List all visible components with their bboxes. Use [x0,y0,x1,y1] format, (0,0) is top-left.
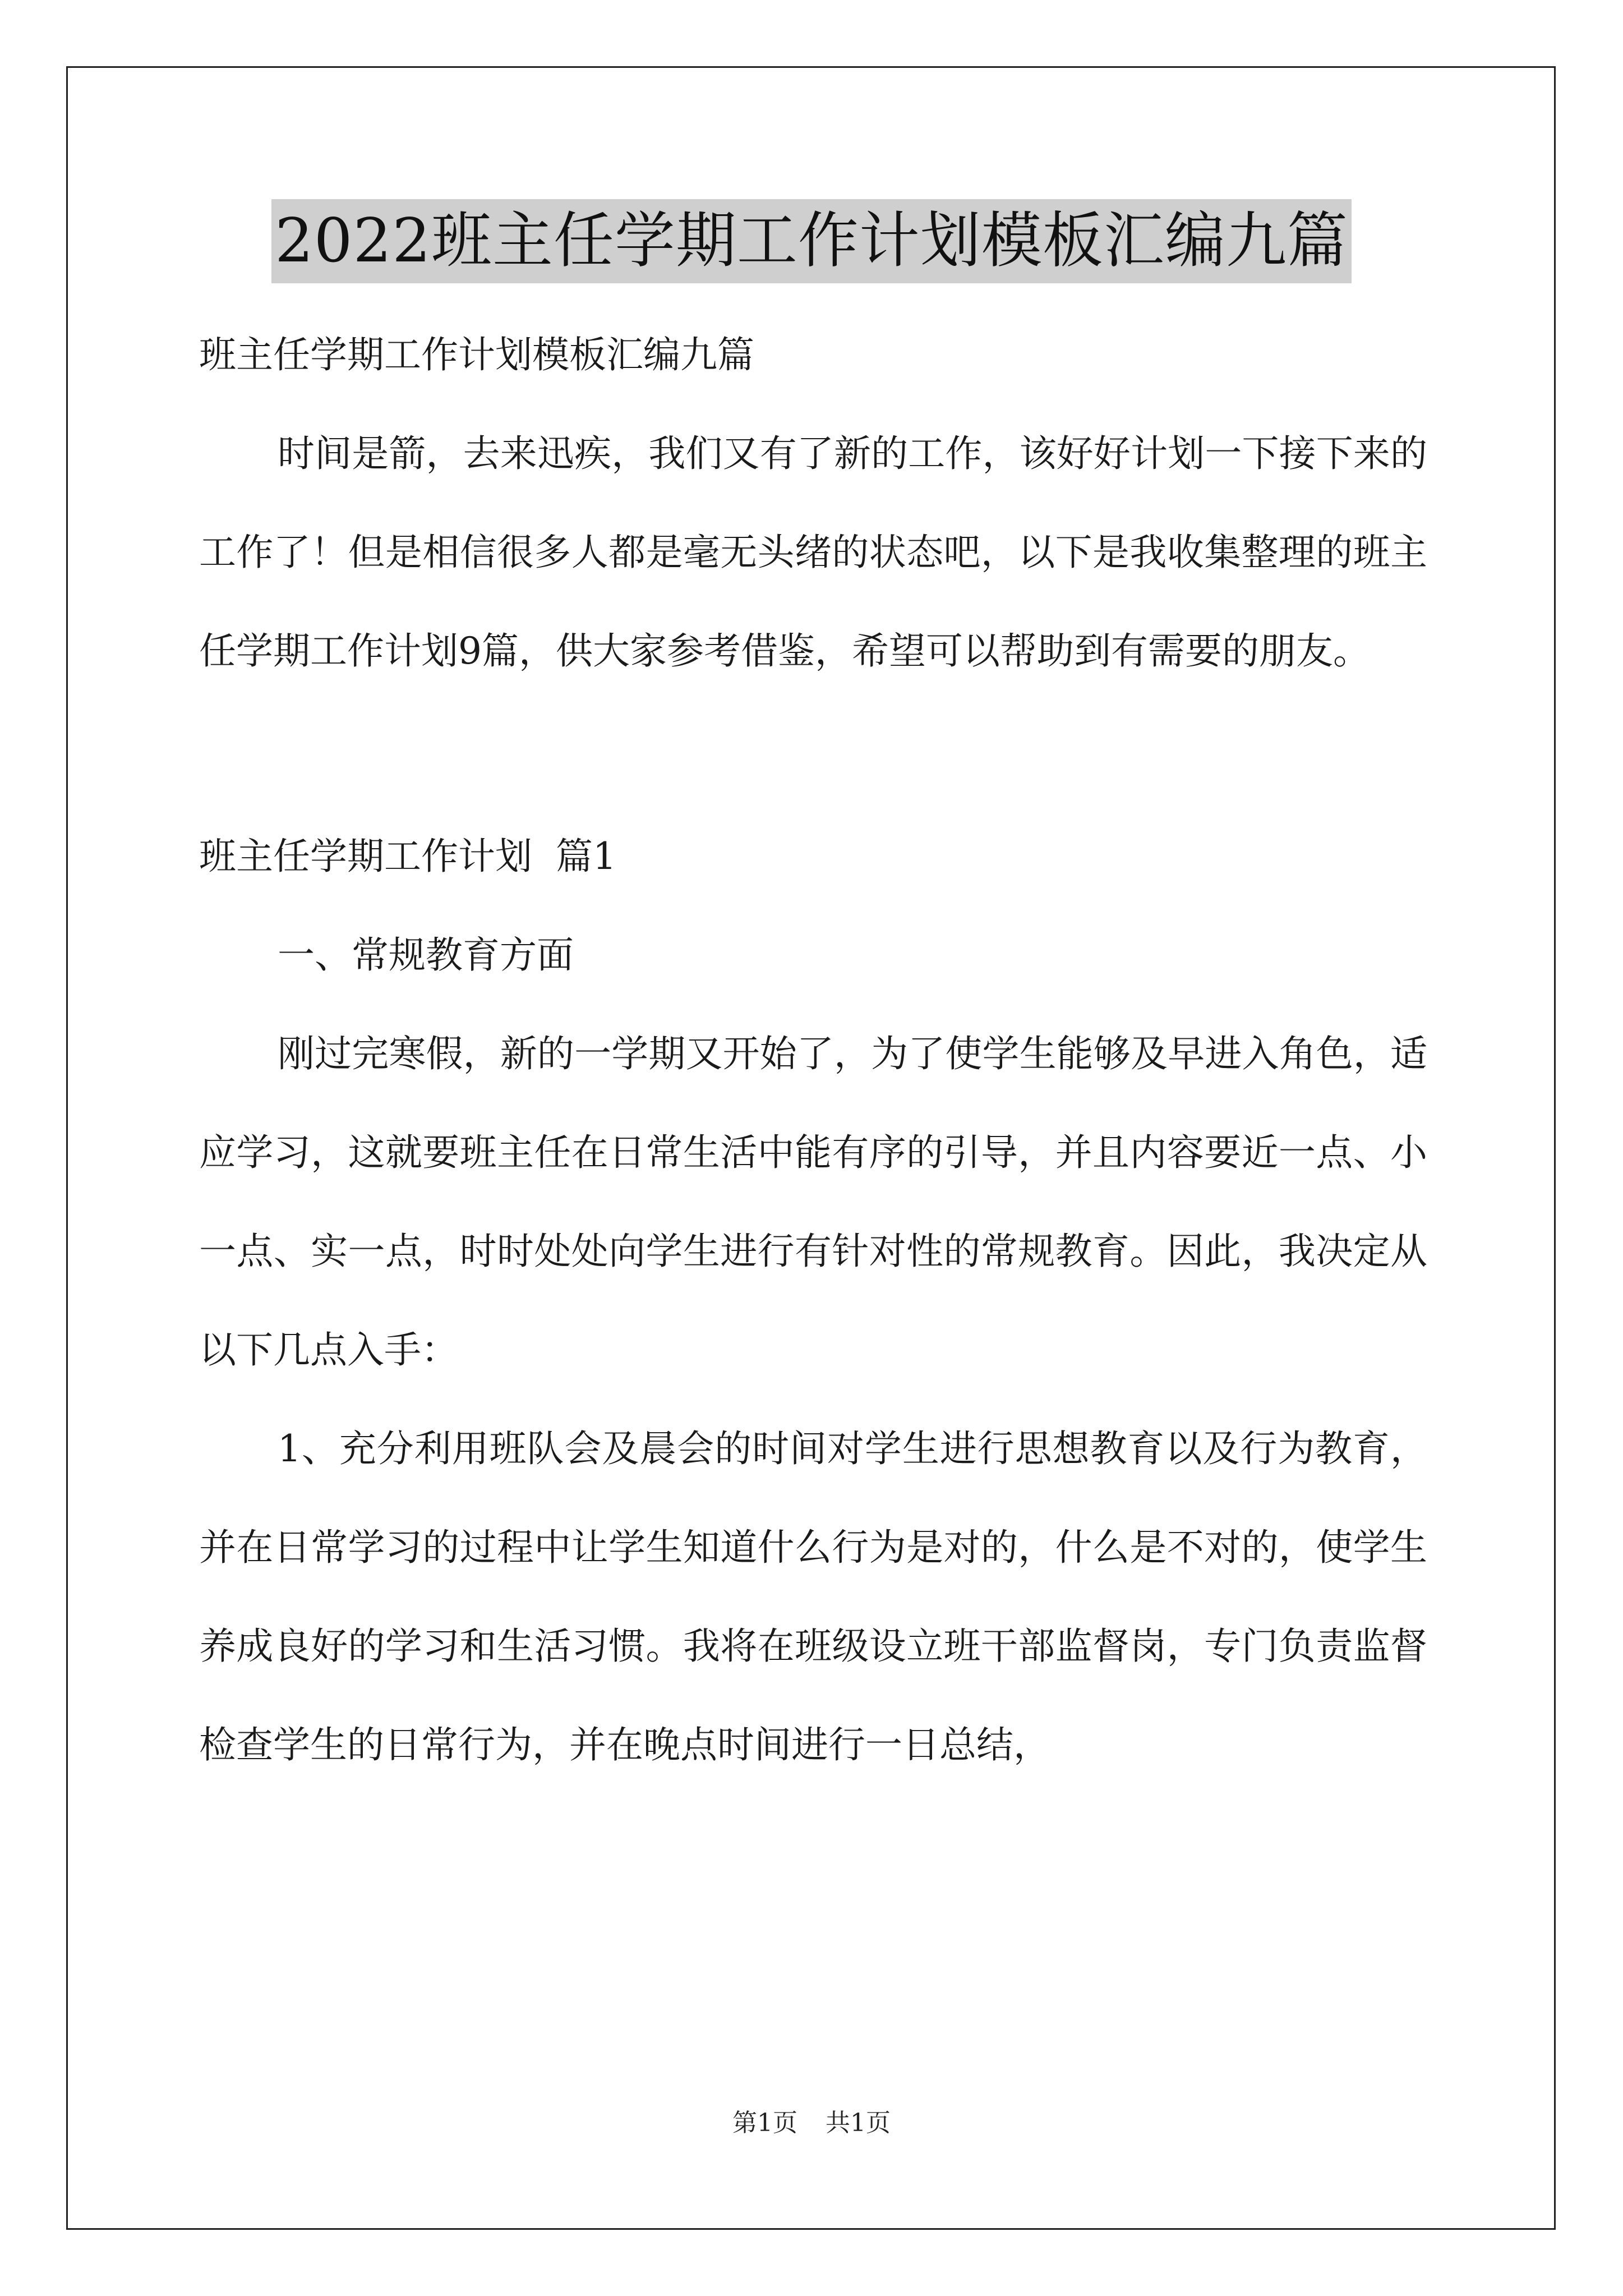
paragraph-1: 刚过完寒假，新的一学期又开始了，为了使学生能够及早进入角色，适应学习，这就要班主任在日常生活中能有序的引导，并且内容要近一点、小一点、实一点，时时处处向学生进行有针对性的常规教育。因此，我决定从以下几点入手： [199,1032,1427,1372]
page-footer [0,2102,1623,2138]
document-title: 2022班主任学期工作计划模板汇编九篇 [271,199,1352,283]
section-heading: 班主任学期工作计划 篇1 [199,835,616,878]
sub-heading: 一、常规教育方面 [278,933,574,977]
spacer [199,701,1427,807]
intro-paragraph: 时间是箭，去来迅疾，我们又有了新的工作，该好好计划一下接下来的工作了！但是相信很多人都是毫无头绪的状态吧，以下是我收集整理的班主任学期工作计划9篇，供大家参考借鉴，希望可以帮助到有需要的朋友。 [199,432,1427,673]
page-number: 第1页 [732,2109,797,2137]
document-subtitle: 班主任学期工作计划模板汇编九篇 [199,333,754,376]
page-total: 共1页 [826,2109,891,2137]
paragraph-2: 1、充分利用班队会及晨会的时间对学生进行思想教育以及行为教育，并在日常学习的过程中让学生知道什么行为是对的，什么是不对的，使学生养成良好的学习和生活习惯。我将在班级设立班干部监督岗，专门负责监督检查学生的日常行为，并在晚点时间进行一日总结， [199,1427,1427,1766]
document-body [199,306,1427,1795]
title-container [0,199,1623,283]
